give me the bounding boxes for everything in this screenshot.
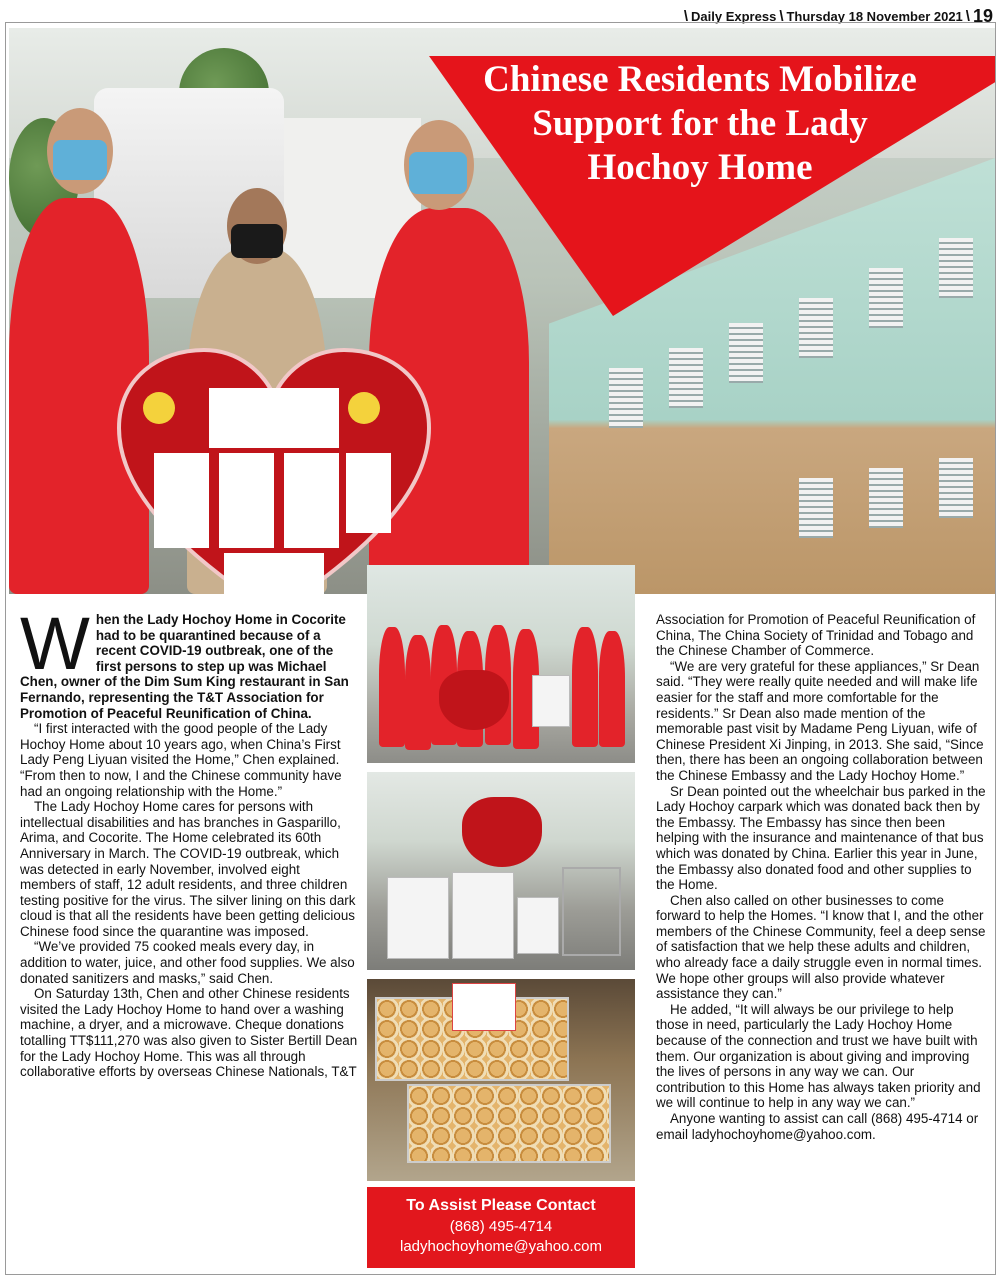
article-paragraph: On Saturday 13th, Chen and other Chinese residents visited the Lady Hochoy Home to hand over a washing machine, a dryer, and a microwave. Cheque donations totalling TT$111,270 was also given to Sister Bertill Dean for the Lady Hochoy Home. This was all through collaborative efforts by overseas Chinese Nationals, T&T	[20, 986, 358, 1080]
article-column-right	[656, 612, 986, 1142]
article-paragraph: Sr Dean pointed out the wheelchair bus parked in the Lady Hochoy carpark which was donated back then by the Embassy. The Embassy has since then been helping with the insurance and maintenance of that bus which was donated by China. Earlier this year in June, the Embassy also donated food and other supplies to the Home.	[656, 783, 986, 893]
article-paragraph: Anyone wanting to assist can call (868) 495-4714 or email ladyhochoyhome@yahoo.com.	[656, 1111, 979, 1142]
article-paragraph: He added, “It will always be our privilege to help those in need, particularly the Lady Hochoy Home because of the connection and trust we have built with them. Our organization is about giving and improving the lives of persons in any way we can. Our contribution to this Home has always taken priority and we will continue to help in any way we can.”	[656, 1001, 981, 1111]
article-paragraph: The Lady Hochoy Home cares for persons with intellectual disabilities and has branches in Gasparillo, Arima, and Cocorite. The Home celebrated its 60th Anniversary in March. The COVID-19 outbreak, which was detected in early November, involved eight members of staff, 12 adult residents, and three children testing positive for the virus. The silver lining on this dark cloud is that all the residents have been getting delicious Chinese food since the quarantine was imposed.	[20, 799, 356, 939]
contact-phone: (868) 495-4714	[449, 1218, 553, 1235]
article-column-left	[20, 602, 358, 1080]
appliances-photo	[367, 772, 635, 970]
food-trays-photo	[367, 979, 635, 1181]
lead-paragraph: hen the Lady Hochoy Home in Cocorite had to be quarantined because of a recent COVID-19 outbreak, one of the first persons to step up was Michael Chen, owner of the Dim Sum King restaurant in San Fernando, representing the T&T Association for Promotion of Peaceful Reunification of China.	[20, 612, 349, 721]
heart-poster	[114, 348, 434, 594]
article-paragraph: “I first interacted with the good people of the Lady Hochoy Home about 10 years ago, when China’s First Lady Peng Liyuan visited the Home,” Chen explained. “From then to now, I and the Chinese community have had an ongoing relationship with the Home.”	[20, 721, 342, 799]
masthead: \ Daily Express \ Thursday 18 November 2021 \ 19	[683, 6, 993, 26]
headline: Chinese Residents Mobilize Support for the Lady Hochoy Home	[483, 59, 917, 188]
group-photo	[367, 565, 635, 763]
contact-email[interactable]: ladyhochoyhome@yahoo.com	[399, 1238, 602, 1255]
page-number: 19	[972, 6, 993, 26]
article-paragraph: Chen also called on other businesses to come forward to help the Homes. “I know that I, and the other members of the Chinese Community, feel a deep sense of satisfaction that we help these adults and children, who already face a daily struggle even in normal times. We hope other groups will also provide whatever assistance they can.”	[656, 892, 986, 1002]
article-paragraph: “We are very grateful for these appliances,” Sr Dean said. “They were really quite needed and will make life easier for the staff and more comfortable for the residents.” Sr Dean also made mention of the memorable past visit by Madame Peng Liyuan, wife of Chinese President Xi Jinping, in 2013. She said, “Since then, there has been an ongoing collaboration between the Chinese Embassy and the Lady Hochoy Home.”	[656, 658, 984, 783]
issue-date: Thursday 18 November 2021	[786, 9, 963, 24]
contact-heading: To Assist Please Contact	[406, 1197, 596, 1214]
article-paragraph: Association for Promotion of Peaceful Reunification of China, The China Society of Trinidad and Tobago and the Chinese Chamber of Commerce.	[656, 612, 976, 659]
paper-name: Daily Express	[691, 9, 777, 24]
contact-box	[367, 1187, 635, 1268]
article-paragraph: “We’ve provided 75 cooked meals every day, in addition to water, juice, and other food supplies. We also donated sanitizers and masks,” said Chen.	[20, 939, 355, 986]
drop-cap: W	[20, 602, 90, 685]
